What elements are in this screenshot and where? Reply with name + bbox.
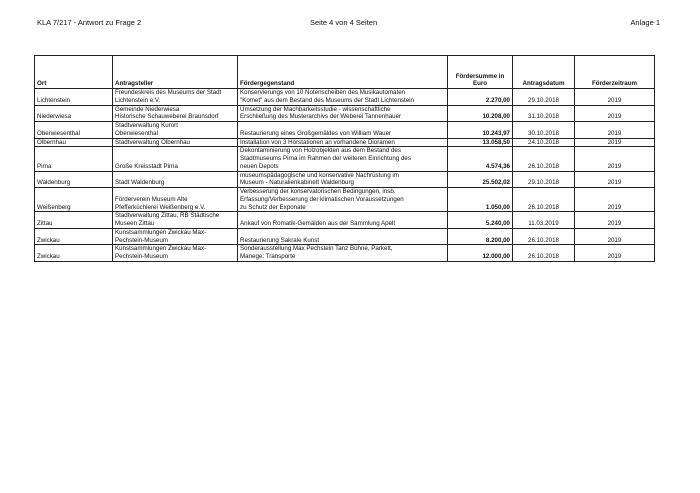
cell-antragsteller: Stadtverwaltung Olbernhau xyxy=(113,138,238,147)
cell-antragsteller: Gemeinde Niederwiesa Historische Schauweberei Braunsdorf xyxy=(113,105,238,122)
cell-antragsteller: Stadt Waldenburg xyxy=(113,171,238,188)
cell-ort: Zwickau xyxy=(35,245,113,262)
table-row xyxy=(35,245,655,262)
cell-ort: Niederwiesa xyxy=(35,105,113,122)
cell-antragsdatum: 26.10.2018 xyxy=(513,147,575,171)
cell-foerdersumme: 1.050,00 xyxy=(448,188,513,212)
cell-antragsteller: Kunstsammlungen Zwickau Max- Pechstein-Museum xyxy=(113,245,238,262)
cell-foerdergegenstand: Restaurierung eines Großgemäldes von William Wauer xyxy=(238,122,448,139)
cell-antragsdatum: 24.10.2018 xyxy=(513,138,575,147)
cell-antragsteller: Freundeskreis des Museums der Stadt Lichtenstein e.V. xyxy=(113,89,238,106)
cell-antragsdatum: 30.10.2018 xyxy=(513,122,575,139)
cell-foerdergegenstand: museumspädagogische und konservative Nachrüstung im Museum - Naturalienkabinett Waldenburg xyxy=(238,171,448,188)
table-row xyxy=(35,122,655,139)
cell-ort: Weißenberg xyxy=(35,188,113,212)
cell-antragsdatum: 26.10.2018 xyxy=(513,245,575,262)
table-body xyxy=(35,89,655,262)
cell-foerdersumme: 10.208,00 xyxy=(448,105,513,122)
cell-ort: Lichtenstein xyxy=(35,89,113,106)
cell-foerdersumme: 12.000,00 xyxy=(448,245,513,262)
table-row xyxy=(35,212,655,229)
cell-antragsteller: Förderverein Museum Alte Pfefferküchlerei Weißenberg e.V. xyxy=(113,188,238,212)
cell-foerdergegenstand: Verbesserung der konservatorischen Bedingungen, insb. Erfassung/Verbesserung der klimatischen Voraussetzungen zu Schutz der Exponate xyxy=(238,188,448,212)
cell-foerderzeitraum: 2019 xyxy=(575,147,655,171)
cell-antragsdatum: 29.10.2018 xyxy=(513,89,575,106)
column-header-antragsdatum: Antragsdatum xyxy=(513,56,575,89)
cell-ort: Olbernhau xyxy=(35,138,113,147)
table-header-row xyxy=(35,56,655,89)
cell-foerdersumme: 10.243,97 xyxy=(448,122,513,139)
cell-foerdergegenstand: Dekontaminierung von Holzobjekten aus dem Bestand des Stadtmuseums Pirna im Rahmen der weiteren Einrichtung des neuen Depots xyxy=(238,147,448,171)
cell-foerderzeitraum: 2019 xyxy=(575,212,655,229)
table-row xyxy=(35,89,655,106)
cell-foerderzeitraum: 2019 xyxy=(575,138,655,147)
cell-ort: Pirna xyxy=(35,147,113,171)
cell-ort: Zittau xyxy=(35,212,113,229)
attachment-label: Anlage 1 xyxy=(630,18,660,27)
column-header-foerderzeitraum: Förderzeitraum xyxy=(575,56,655,89)
cell-foerderzeitraum: 2019 xyxy=(575,89,655,106)
cell-antragsdatum: 11.03.2019 xyxy=(513,212,575,229)
column-header-ort: Ort xyxy=(35,56,113,89)
column-header-foerdergegenstand: Fördergegenstand xyxy=(238,56,448,89)
cell-antragsdatum: 29.10.2018 xyxy=(513,171,575,188)
table-row xyxy=(35,147,655,171)
cell-foerdergegenstand: Sonderausstellung Max Pechstein Tanz Bühne, Parkett, Manege: Transporte xyxy=(238,245,448,262)
cell-foerdergegenstand: Installation von 3 Hörstationen an vorhandene Dioramen xyxy=(238,138,448,147)
cell-foerdersumme: 2.270,00 xyxy=(448,89,513,106)
table-row xyxy=(35,228,655,245)
cell-antragsdatum: 26.10.2018 xyxy=(513,228,575,245)
cell-antragsdatum: 31.10.2018 xyxy=(513,105,575,122)
table-row xyxy=(35,138,655,147)
cell-foerdergegenstand: Ankauf von Romatik-Gemälden aus der Sammlung Apelt xyxy=(238,212,448,229)
page-number: Seite 4 von 4 Seiten xyxy=(310,18,378,27)
cell-ort: Zwickau xyxy=(35,228,113,245)
cell-foerderzeitraum: 2019 xyxy=(575,105,655,122)
table-row xyxy=(35,171,655,188)
cell-antragsdatum: 26.10.2018 xyxy=(513,188,575,212)
cell-foerdergegenstand: Umsetzung der Machbarkeitsstudie - wissenschaftliche Erschließung des Musterarchivs der Weberei Tannenhauer xyxy=(238,105,448,122)
cell-foerdersumme: 8.200,00 xyxy=(448,228,513,245)
cell-foerderzeitraum: 2019 xyxy=(575,122,655,139)
cell-ort: Waldenburg xyxy=(35,171,113,188)
cell-foerdersumme: 25.502,02 xyxy=(448,171,513,188)
cell-antragsteller: Stadtverwaltung Zittau, RB Städtische Museen Zittau xyxy=(113,212,238,229)
table-row xyxy=(35,188,655,212)
cell-foerdersumme: 5.240,00 xyxy=(448,212,513,229)
cell-antragsteller: Große Kreisstadt Pirna xyxy=(113,147,238,171)
funding-table xyxy=(34,55,655,262)
document-reference: KLA 7/217 - Antwort zu Frage 2 xyxy=(37,18,142,27)
cell-foerderzeitraum: 2019 xyxy=(575,171,655,188)
cell-ort: Oberwiesenthal xyxy=(35,122,113,139)
column-header-foerdersumme: Fördersumme in Euro xyxy=(448,56,513,89)
cell-foerderzeitraum: 2019 xyxy=(575,188,655,212)
table-row xyxy=(35,105,655,122)
cell-foerderzeitraum: 2019 xyxy=(575,245,655,262)
cell-foerdersumme: 4.574,36 xyxy=(448,147,513,171)
column-header-antragsteller: Antragsteller xyxy=(113,56,238,89)
cell-foerdergegenstand: Konservierungs von 10 Notenscheiben des Musikautomaten "Komet" aus dem Bestand des Museums der Stadt Lichtenstein xyxy=(238,89,448,106)
cell-foerdersumme: 13.058,50 xyxy=(448,138,513,147)
cell-antragsteller: Kunstsammlungen Zwickau Max- Pechstein-Museum xyxy=(113,228,238,245)
cell-antragsteller: Stadtverwaltung Kurort Oberwiesenthal xyxy=(113,122,238,139)
cell-foerderzeitraum: 2019 xyxy=(575,228,655,245)
cell-foerdergegenstand: Restaurierung Sakrale Kunst xyxy=(238,228,448,245)
